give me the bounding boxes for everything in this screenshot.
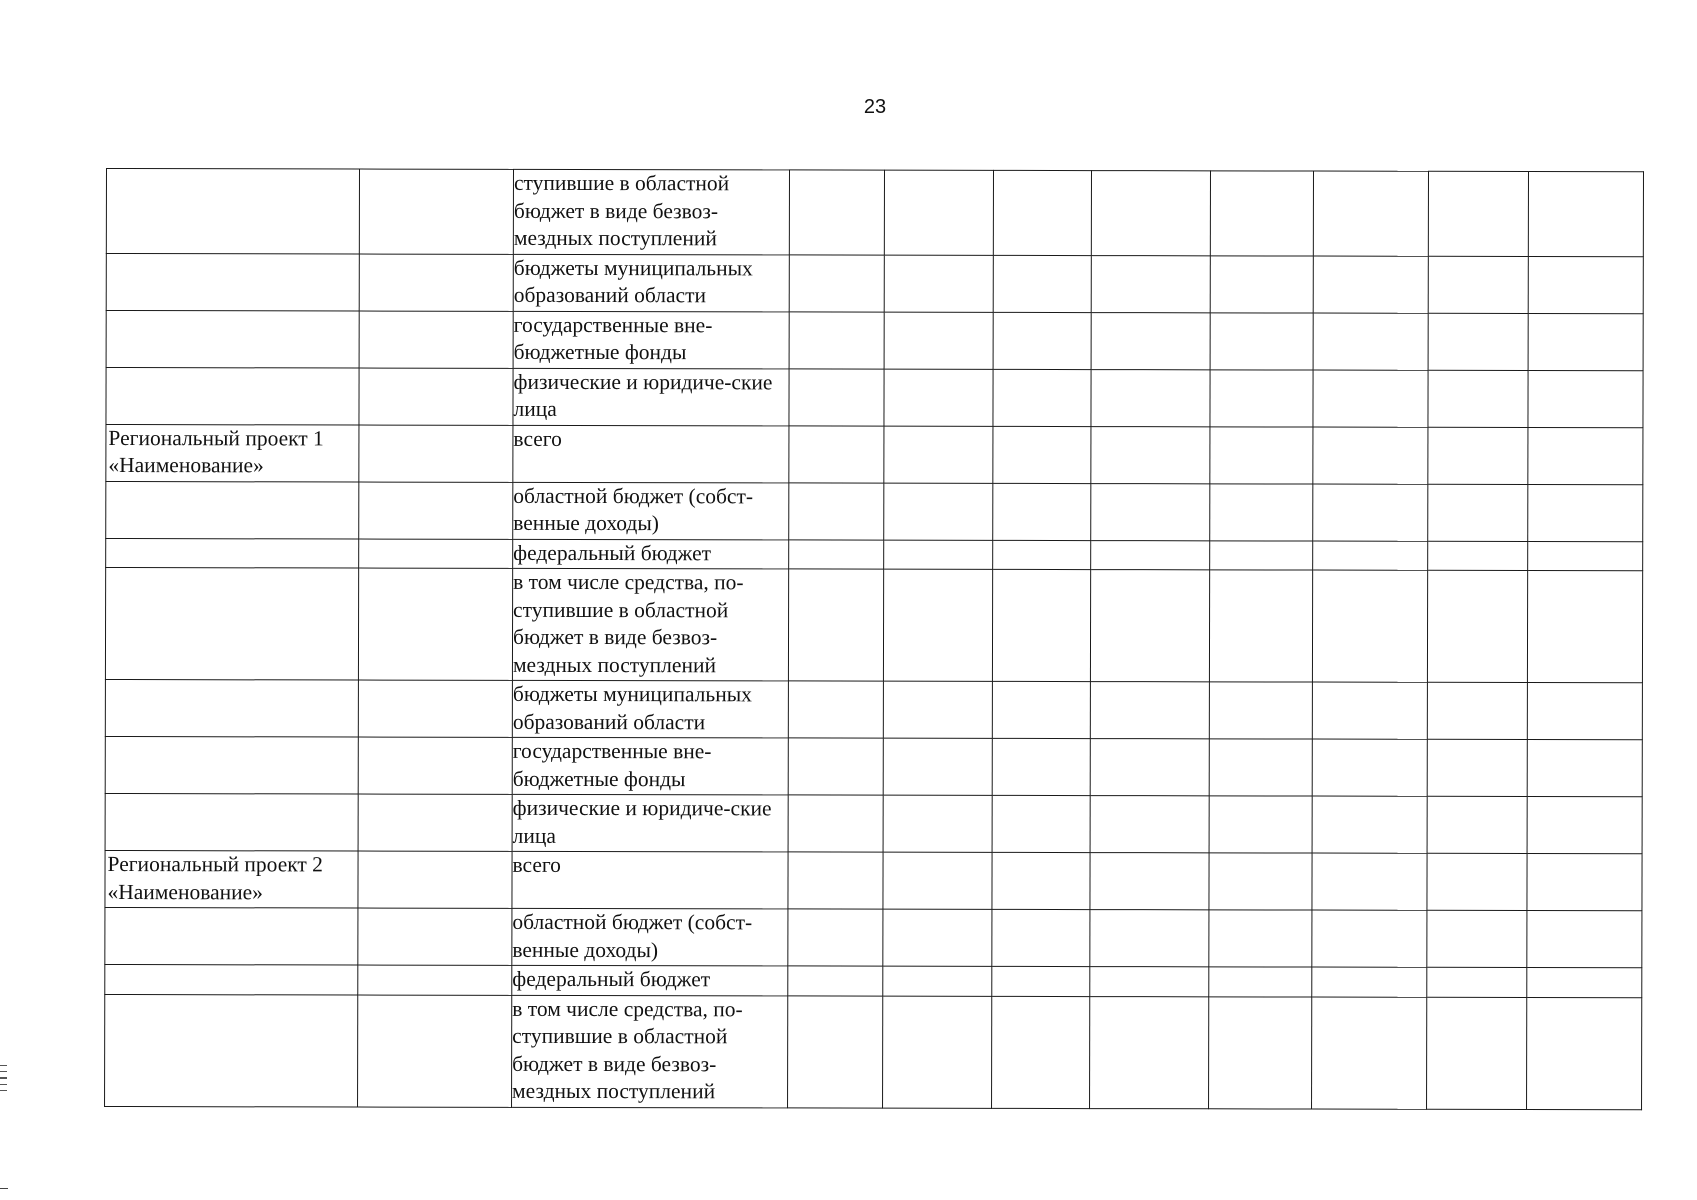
value-cell [1427, 570, 1527, 682]
value-cell [1427, 853, 1527, 910]
value-cell [1312, 682, 1427, 739]
value-cell [1527, 796, 1642, 853]
project-name-cell [105, 907, 358, 965]
project-name-cell [106, 481, 359, 539]
value-cell [1210, 369, 1313, 426]
value-cell [992, 681, 1090, 738]
value-cell [992, 569, 1090, 681]
value-cell [1313, 370, 1428, 427]
value-cell [788, 966, 883, 996]
project-name-cell [105, 736, 358, 794]
table-row [106, 310, 1643, 370]
value-cell [1313, 427, 1428, 484]
value-cell [1313, 313, 1428, 370]
value-cell [1091, 540, 1210, 570]
table-row [105, 568, 1642, 683]
funding-source-cell: в том числе средства, по-ступившие в областной бюджет в виде безвоз-мездных поступлений [512, 995, 788, 1108]
scan-edge-dash [0, 1188, 8, 1189]
value-cell [993, 483, 1091, 540]
table-row [106, 481, 1643, 541]
value-cell [789, 254, 884, 311]
responsible-cell [359, 482, 513, 539]
value-cell [1312, 570, 1427, 682]
value-cell [789, 170, 884, 255]
funding-source-cell: государственные вне-бюджетные фонды [513, 311, 789, 369]
funding-table [104, 168, 1644, 1110]
value-cell [883, 966, 992, 996]
table-row [106, 424, 1643, 484]
value-cell [1427, 682, 1527, 739]
project-name-cell [106, 310, 359, 368]
value-cell [1209, 910, 1312, 967]
value-cell [992, 852, 1090, 909]
value-cell [992, 909, 1090, 966]
project-name-cell: Региональный проект 2 «Наименование» [105, 850, 358, 908]
funding-source-cell: физические и юридиче-ские лица [513, 368, 789, 426]
value-cell [789, 425, 884, 482]
value-cell [1427, 796, 1527, 853]
responsible-cell [359, 254, 513, 311]
value-cell [1090, 910, 1209, 967]
funding-source-cell: федеральный бюджет [512, 965, 788, 995]
funding-source-cell: в том числе средства, по-ступившие в областной бюджет в виде безвоз-мездных поступлений [512, 568, 788, 681]
value-cell [1090, 853, 1209, 910]
project-name-cell [106, 367, 359, 425]
value-cell [1528, 171, 1643, 256]
project-name-cell [105, 568, 358, 681]
project-name-cell [105, 679, 358, 737]
value-cell [883, 681, 992, 738]
value-cell [884, 255, 993, 312]
value-cell [883, 996, 992, 1108]
table-body [105, 169, 1644, 1110]
scan-edge-marks [0, 1065, 8, 1096]
funding-source-cell: областной бюджет (собст-венные доходы) [512, 908, 788, 966]
table-row [106, 253, 1643, 313]
value-cell [1427, 739, 1527, 796]
value-cell [1209, 967, 1312, 997]
project-name-cell [105, 793, 358, 851]
value-cell [788, 738, 883, 795]
value-cell [789, 482, 884, 539]
value-cell [992, 966, 1090, 996]
responsible-cell [358, 737, 512, 794]
value-cell [992, 996, 1090, 1108]
value-cell [1312, 796, 1427, 853]
value-cell [1312, 739, 1427, 796]
value-cell [883, 569, 992, 681]
value-cell [788, 681, 883, 738]
table-row [105, 793, 1642, 853]
value-cell [1210, 426, 1313, 483]
value-cell [883, 852, 992, 909]
project-name-cell [105, 994, 358, 1107]
value-cell [884, 369, 993, 426]
value-cell [1527, 997, 1642, 1109]
value-cell [1209, 739, 1312, 796]
value-cell [992, 738, 1090, 795]
value-cell [884, 426, 993, 483]
value-cell [1210, 312, 1313, 369]
responsible-cell [359, 539, 513, 569]
value-cell [993, 540, 1091, 570]
value-cell [788, 995, 883, 1107]
value-cell [884, 483, 993, 540]
table-row [105, 736, 1642, 796]
value-cell [789, 311, 884, 368]
responsible-cell [358, 851, 512, 908]
value-cell [1428, 171, 1528, 256]
value-cell [993, 426, 1091, 483]
value-cell [1090, 796, 1209, 853]
value-cell [1090, 739, 1209, 796]
responsible-cell [359, 368, 513, 425]
value-cell [993, 312, 1091, 369]
value-cell [789, 539, 884, 569]
value-cell [1528, 370, 1643, 427]
value-cell [1313, 171, 1428, 256]
value-cell [884, 312, 993, 369]
value-cell [789, 368, 884, 425]
table-row [106, 538, 1643, 571]
responsible-cell [359, 311, 513, 368]
value-cell [1091, 369, 1210, 426]
value-cell [993, 170, 1091, 255]
funding-source-cell: всего [512, 851, 788, 909]
value-cell [1528, 484, 1643, 541]
value-cell [1210, 171, 1313, 256]
value-cell [1527, 682, 1642, 739]
funding-source-cell: всего [513, 425, 789, 483]
value-cell [1091, 312, 1210, 369]
responsible-cell [358, 680, 512, 737]
funding-source-cell: бюджеты муниципальных образований области [512, 680, 788, 738]
project-name-cell [105, 964, 358, 994]
value-cell [1090, 682, 1209, 739]
value-cell [1527, 570, 1642, 682]
value-cell [884, 540, 993, 570]
value-cell [1428, 370, 1528, 427]
value-cell [993, 369, 1091, 426]
funding-source-cell: ступившие в областной бюджет в виде безвоз-мездных поступлений [513, 169, 789, 254]
page-number: 23 [863, 96, 887, 118]
value-cell [1313, 541, 1428, 571]
value-cell [1428, 541, 1528, 571]
value-cell [1527, 910, 1642, 967]
value-cell [788, 795, 883, 852]
value-cell [993, 255, 1091, 312]
value-cell [1209, 682, 1312, 739]
value-cell [883, 795, 992, 852]
value-cell [1313, 256, 1428, 313]
responsible-cell [359, 169, 513, 254]
value-cell [1209, 570, 1312, 682]
value-cell [1528, 541, 1643, 571]
value-cell [1209, 853, 1312, 910]
value-cell [884, 170, 993, 255]
table-row [105, 964, 1642, 997]
value-cell [788, 909, 883, 966]
funding-source-cell: бюджеты муниципальных образований области [513, 254, 789, 312]
value-cell [1427, 997, 1527, 1109]
value-cell [1091, 426, 1210, 483]
value-cell [1090, 967, 1209, 997]
value-cell [1090, 570, 1209, 682]
table-row [105, 907, 1642, 967]
responsible-cell [358, 965, 512, 995]
project-name-cell [106, 253, 359, 311]
value-cell [1527, 739, 1642, 796]
value-cell [1427, 967, 1527, 997]
value-cell [1210, 483, 1313, 540]
value-cell [1428, 313, 1528, 370]
funding-source-cell: физические и юридиче-ские лица [512, 794, 788, 852]
table-row [105, 994, 1642, 1109]
value-cell [1427, 910, 1527, 967]
responsible-cell [358, 995, 512, 1107]
value-cell [1428, 256, 1528, 313]
funding-source-cell: государственные вне-бюджетные фонды [512, 737, 788, 795]
value-cell [1312, 967, 1427, 997]
value-cell [1210, 255, 1313, 312]
value-cell [1528, 427, 1643, 484]
value-cell [1527, 967, 1642, 997]
value-cell [1428, 484, 1528, 541]
table-row [105, 679, 1642, 739]
table-row [106, 169, 1643, 257]
project-name-cell: Региональный проект 1 «Наименование» [106, 424, 359, 482]
value-cell [1528, 313, 1643, 370]
value-cell [788, 569, 883, 681]
value-cell [1528, 256, 1643, 313]
responsible-cell [358, 794, 512, 851]
table-row [106, 367, 1643, 427]
value-cell [992, 795, 1090, 852]
project-name-cell [106, 169, 359, 254]
responsible-cell [358, 908, 512, 965]
value-cell [1313, 484, 1428, 541]
funding-source-cell: федеральный бюджет [513, 539, 789, 569]
value-cell [1091, 483, 1210, 540]
table-row [105, 850, 1642, 910]
value-cell [1210, 540, 1313, 570]
value-cell [1091, 171, 1210, 256]
value-cell [1428, 427, 1528, 484]
value-cell [1090, 996, 1209, 1108]
value-cell [883, 909, 992, 966]
value-cell [1312, 997, 1427, 1109]
value-cell [1527, 853, 1642, 910]
value-cell [1209, 796, 1312, 853]
value-cell [1312, 910, 1427, 967]
funding-source-cell: областной бюджет (собст-венные доходы) [513, 482, 789, 540]
value-cell [788, 852, 883, 909]
value-cell [1209, 996, 1312, 1108]
responsible-cell [359, 425, 513, 482]
value-cell [1091, 255, 1210, 312]
value-cell [1312, 853, 1427, 910]
value-cell [883, 738, 992, 795]
project-name-cell [106, 538, 359, 568]
responsible-cell [358, 568, 512, 680]
